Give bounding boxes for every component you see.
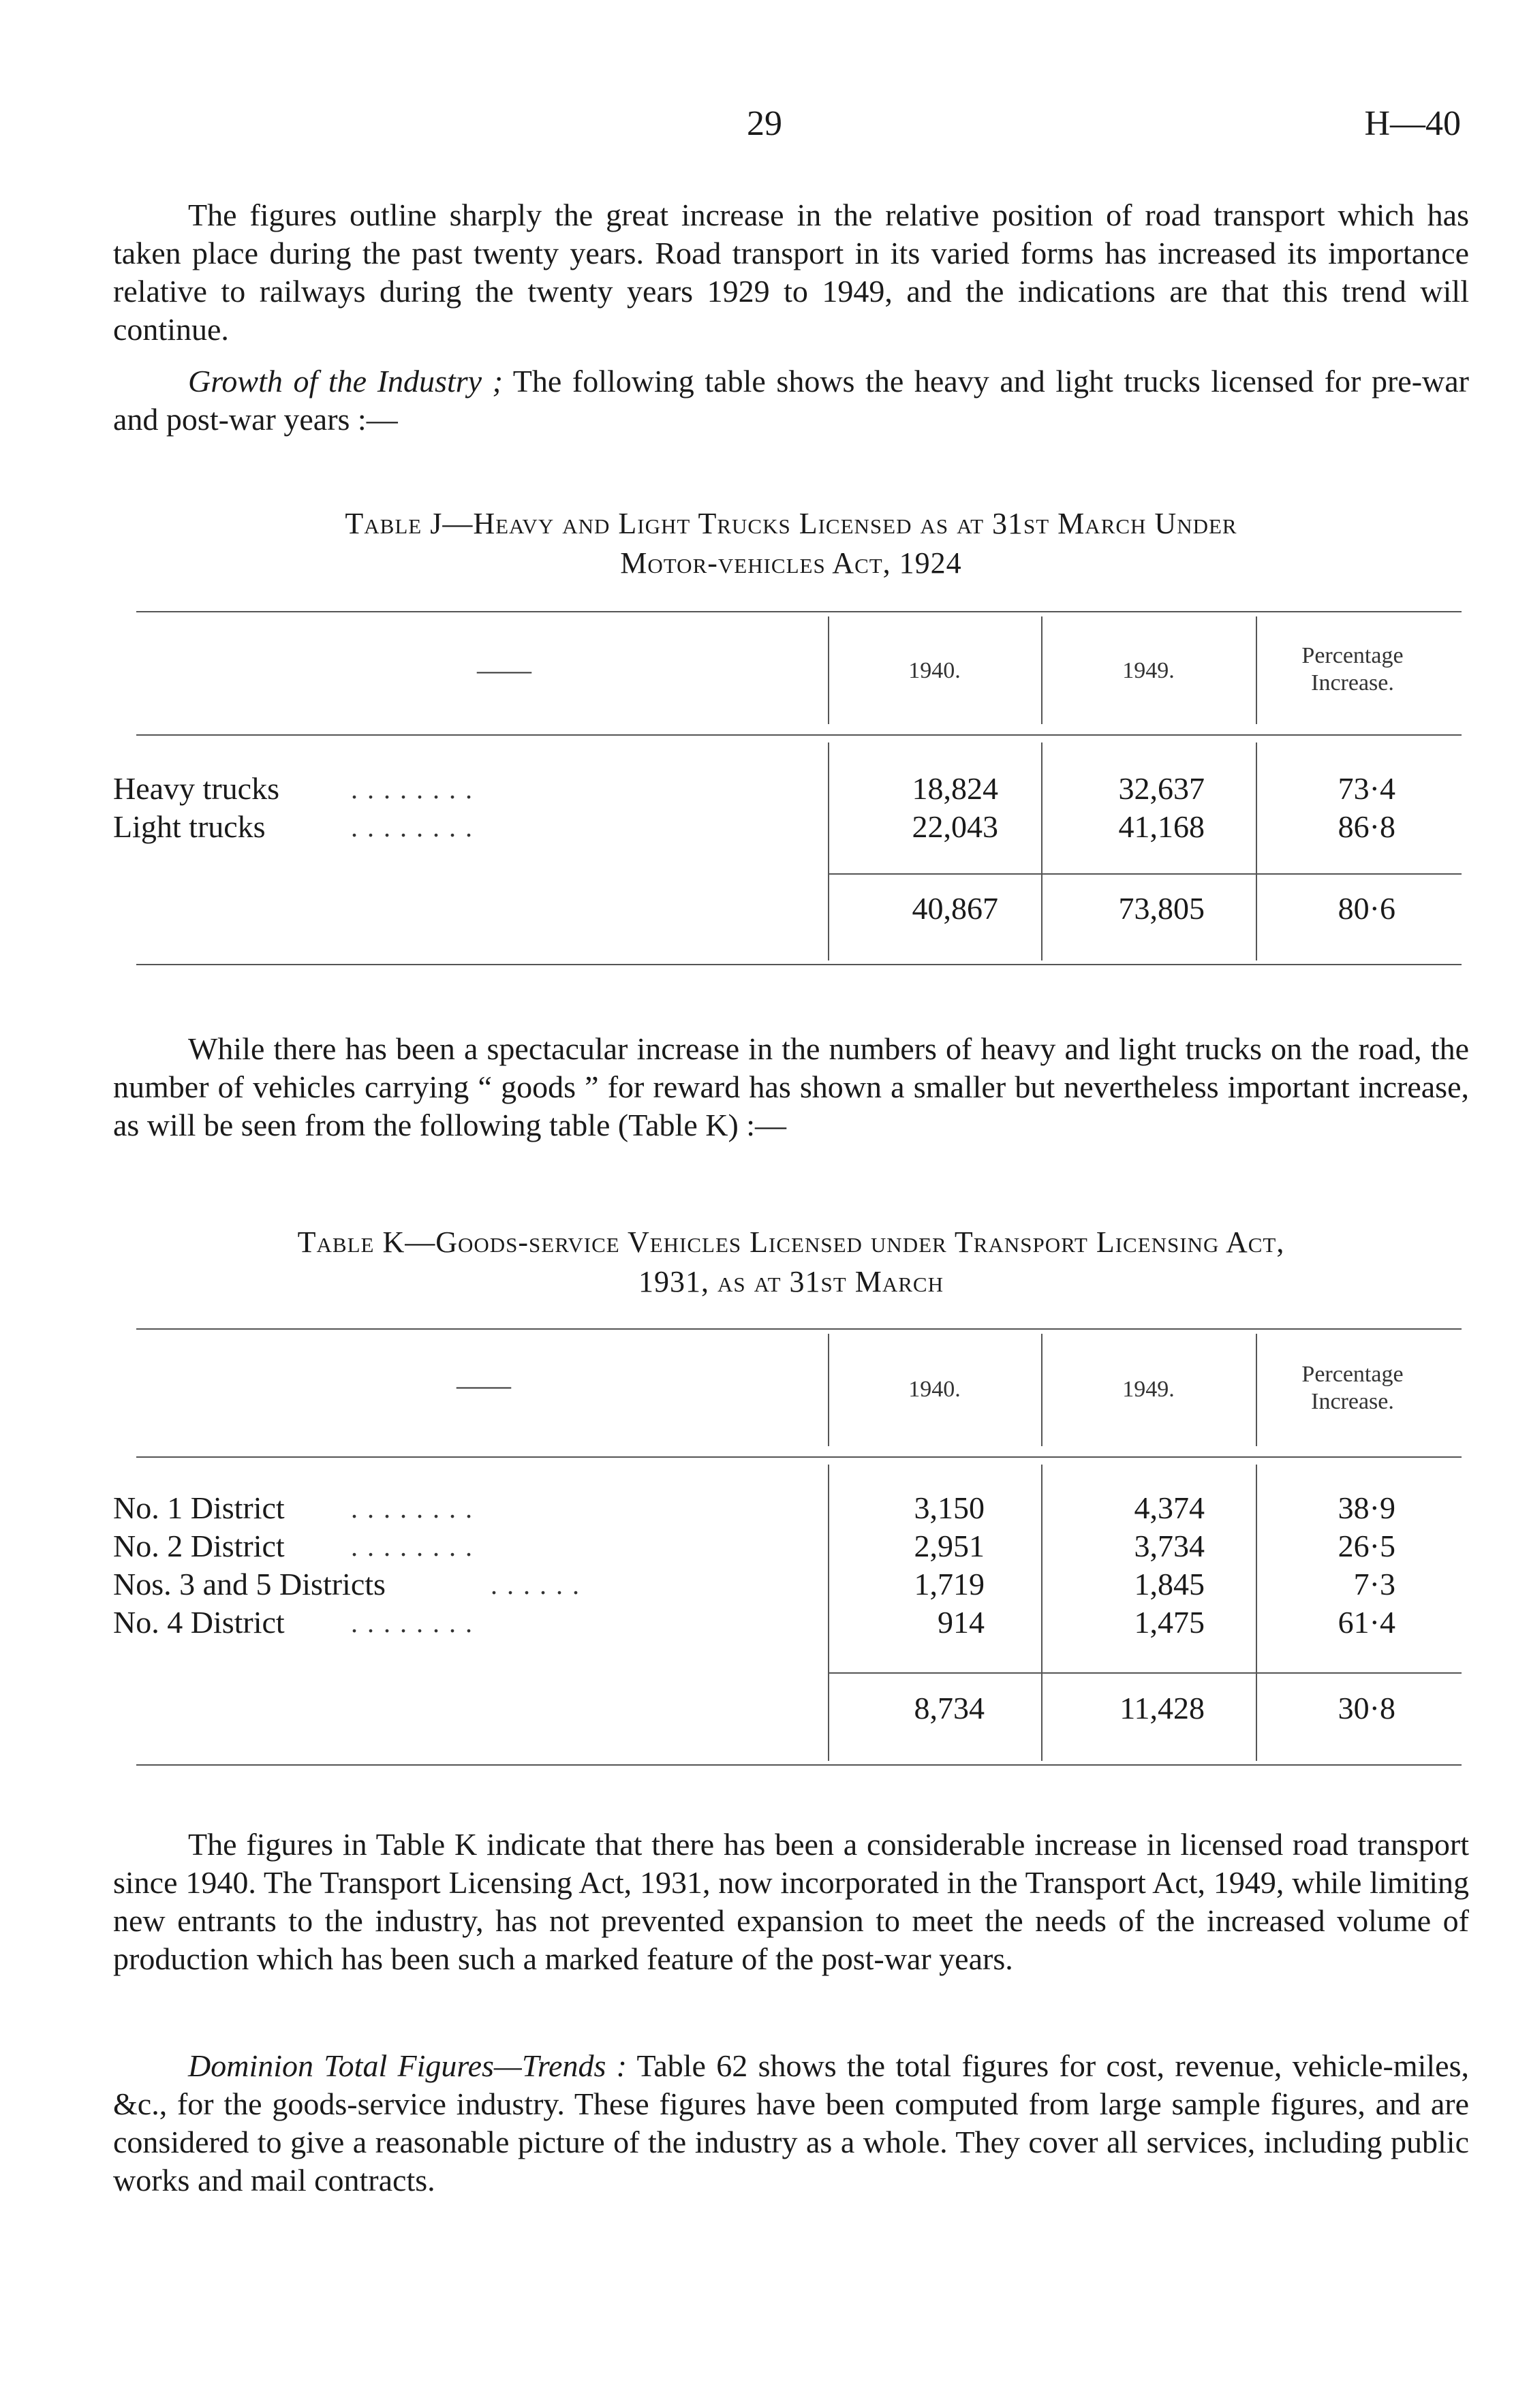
- table-j-leader-dots: . . . . . . . .: [351, 774, 474, 804]
- table-j-stub-header: ——: [477, 655, 531, 685]
- paragraph-goods-vehicles: While there has been a spectacular increase in the numbers of heavy and light trucks on the road, the number of vehicles carrying “ goods ” for reward has shown a smaller but nevertheless important increase, as will be seen from the following table (Table K) :—: [113, 1031, 1469, 1142]
- paragraph-growth-of-industry: [113, 362, 1469, 439]
- table-k-leader-dots: . . . . . . . .: [351, 1531, 474, 1562]
- table-k-col-percentage: Percentage Increase.: [1301, 1362, 1404, 1414]
- table-k-top-rule: [136, 1328, 1462, 1330]
- table-k-bottom-rule: [136, 1764, 1462, 1766]
- table-k-cell: 3,734: [1134, 1529, 1205, 1563]
- paragraph-text: The following table shows the heavy and light trucks licensed for pre-war and post-war years :—: [113, 364, 1469, 437]
- paragraph-text: Table 62 shows the total figures for cost, revenue, vehicle-miles, &c., for the goods-service industry. These figures have been computed from large sample figures, and are considered to give a reasonable picture of the industry as a whole. They cover all services, including public works and mail contracts.: [113, 2048, 1469, 2198]
- table-k-cell: 1,719: [914, 1567, 985, 1601]
- table-j-top-rule: [136, 611, 1462, 612]
- table-j-total-cell: 80·6: [1338, 891, 1395, 926]
- table-j-cell: 32,637: [1118, 771, 1205, 806]
- table-k-cell: 914: [938, 1605, 985, 1640]
- table-j-title-line2: Motor-vehicles Act, 1924: [620, 546, 962, 580]
- table-j-title-line1: Table J—Heavy and Light Trucks Licensed as at 31st March Under: [345, 507, 1237, 540]
- table-k-cell: 3,150: [914, 1490, 985, 1525]
- table-j-col-percentage: Percentage Increase.: [1301, 643, 1404, 695]
- table-k-header-rule: [136, 1456, 1462, 1458]
- table-k-cell: 26·5: [1338, 1529, 1395, 1563]
- table-k-col-1940: 1940.: [908, 1377, 961, 1402]
- table-j-row-label: Light trucks: [113, 809, 266, 844]
- table-k-cell: 4,374: [1134, 1490, 1205, 1525]
- table-k-stub-header: ——: [457, 1370, 511, 1401]
- document-reference: H—40: [1364, 104, 1461, 143]
- table-k-total-cell: 30·8: [1338, 1691, 1395, 1725]
- table-j-bottom-rule: [136, 964, 1462, 965]
- table-k-title-line1: Table K—Goods-service Vehicles Licensed under Transport Licensing Act,: [297, 1225, 1285, 1259]
- table-j-col-1940: 1940.: [908, 658, 961, 683]
- paragraph-road-transport: The figures outline sharply the great increase in the relative position of road transport which has taken place during the past twenty years. Road transport in its varied forms has increased its importance relative to railways during the twenty years 1929 to 1949, and the indications are that this trend will continue.: [113, 198, 1469, 347]
- table-j-divider: [1256, 616, 1257, 724]
- paragraph-heading: Growth of the Industry ;: [188, 364, 503, 398]
- table-k-row-label: No. 2 District: [113, 1529, 285, 1563]
- table-k-leader-dots: . . . . . . . .: [351, 1493, 474, 1524]
- table-j-row-label: Heavy trucks: [113, 771, 279, 806]
- table-j-cell: 73·4: [1338, 771, 1395, 806]
- table-k-divider: [1256, 1334, 1257, 1446]
- table-k-title-line2: 1931, as at 31st March: [638, 1265, 944, 1298]
- page-number: 29: [747, 104, 782, 143]
- table-j-cell: 18,824: [912, 771, 998, 806]
- table-k-col-1949: 1949.: [1122, 1377, 1175, 1402]
- table-k-cell: 61·4: [1338, 1605, 1395, 1640]
- table-j-total-cell: 73,805: [1118, 891, 1205, 926]
- table-k-total-rule: [828, 1672, 1462, 1674]
- paragraph-table-k-analysis: The figures in Table K indicate that there has been a considerable increase in licensed road transport since 1940. The Transport Licensing Act, 1931, now incorporated in the Transport Act, 1949, while limiting new entrants to the industry, has not prevented expansion to meet the needs of the increased volume of production which has been such a marked feature of the post-war years.: [113, 1827, 1469, 1976]
- table-k-row-label: No. 4 District: [113, 1605, 285, 1640]
- table-k-total-cell: 11,428: [1119, 1691, 1205, 1725]
- table-k-total-cell: 8,734: [914, 1691, 985, 1725]
- table-j-total-cell: 40,867: [912, 891, 998, 926]
- table-k-cell: 2,951: [914, 1529, 985, 1563]
- table-k-leader-dots: . . . . . .: [491, 1569, 581, 1600]
- table-k-cell: 1,475: [1134, 1605, 1205, 1640]
- table-j-total-rule: [828, 873, 1462, 875]
- paragraph-dominion-totals: [113, 2047, 1469, 2200]
- table-k-leader-dots: . . . . . . . .: [351, 1608, 474, 1638]
- table-j-cell: 41,168: [1118, 809, 1205, 844]
- table-k-cell: 38·9: [1338, 1490, 1395, 1525]
- table-k-row-label: Nos. 3 and 5 Districts: [113, 1567, 386, 1601]
- table-j-cell: 22,043: [912, 809, 998, 844]
- table-j-cell: 86·8: [1338, 809, 1395, 844]
- table-j-header-rule: [136, 734, 1462, 736]
- table-j-leader-dots: . . . . . . . .: [351, 812, 474, 843]
- table-k-row-label: No. 1 District: [113, 1490, 285, 1525]
- table-j-col-1949: 1949.: [1122, 658, 1175, 683]
- table-k-cell: 7·3: [1353, 1567, 1395, 1601]
- paragraph-heading: Dominion Total Figures—Trends :: [188, 2048, 627, 2083]
- table-k-cell: 1,845: [1134, 1567, 1205, 1601]
